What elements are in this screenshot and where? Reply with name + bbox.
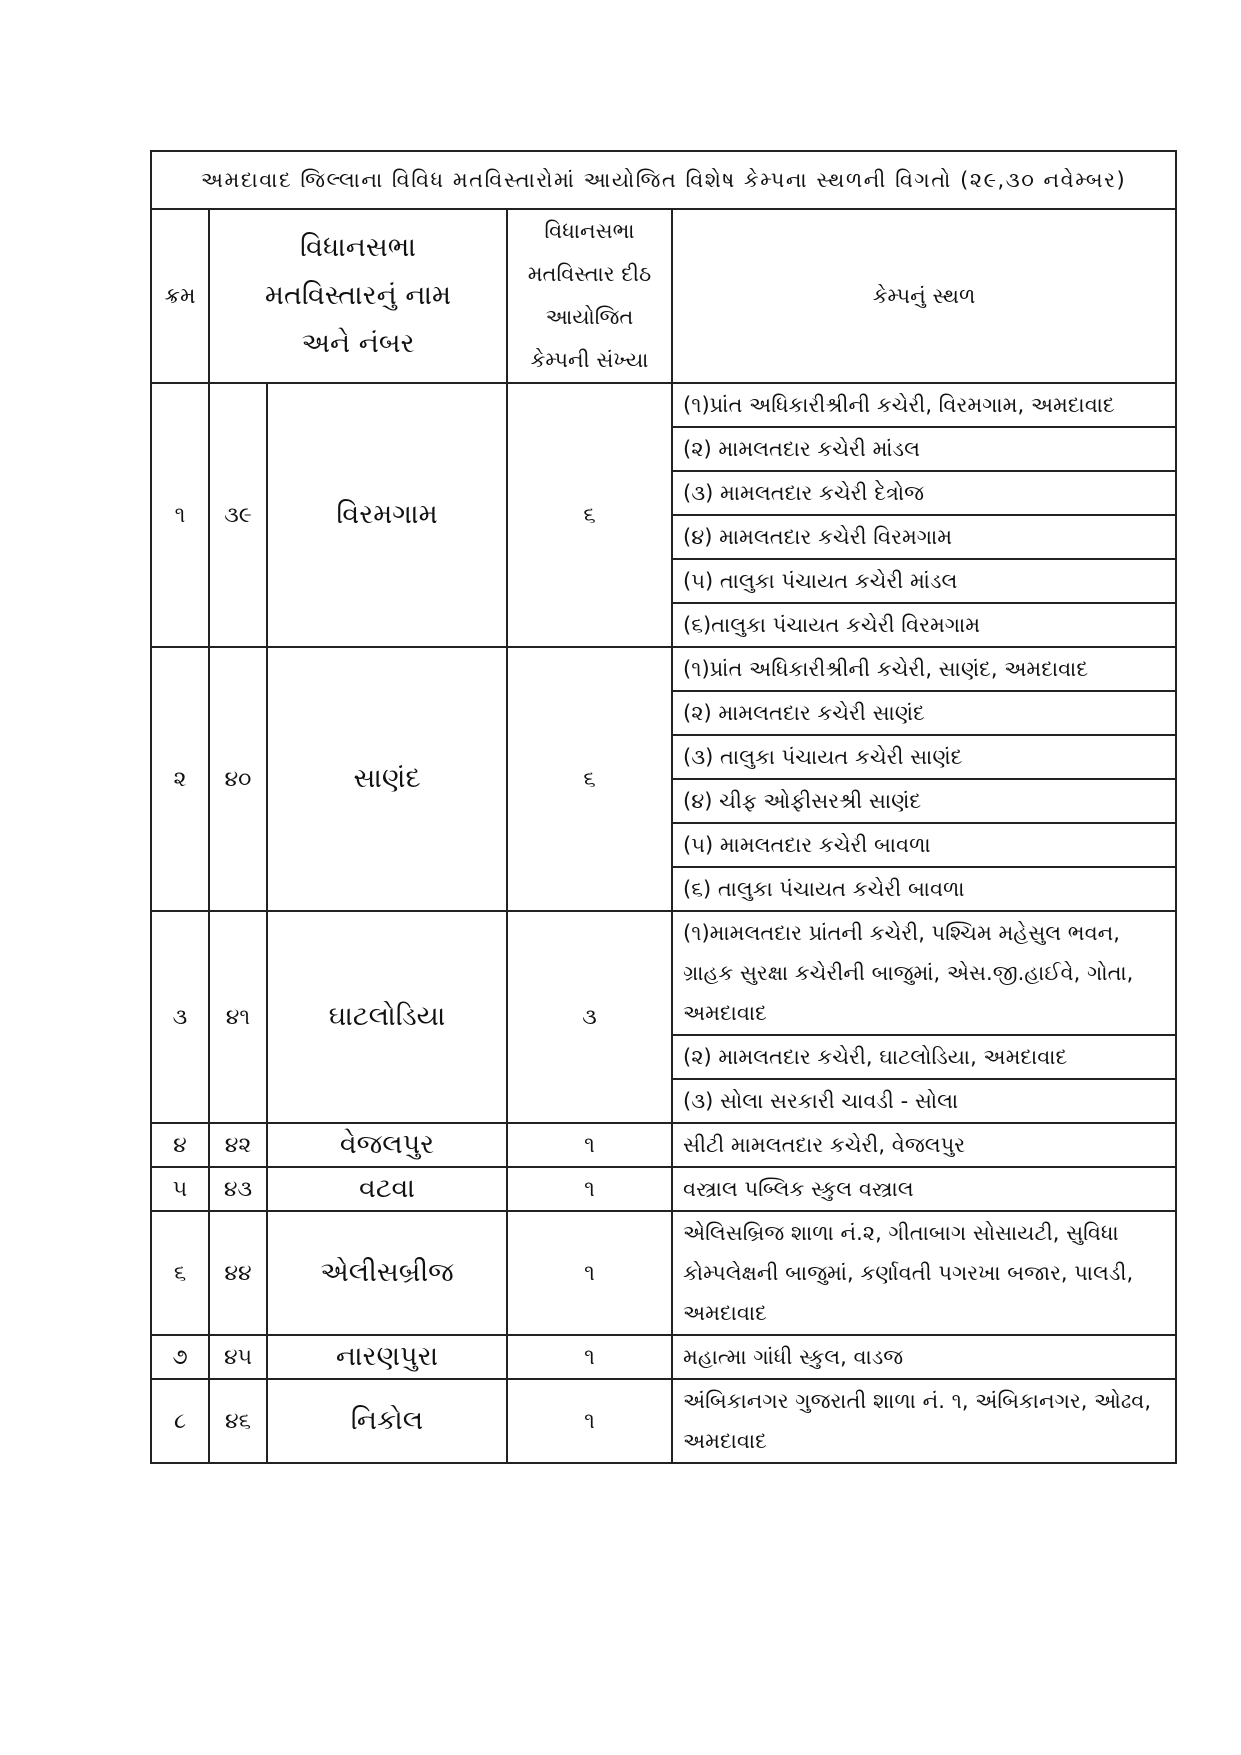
- table-row: [151, 911, 1176, 1035]
- table-row: [151, 1123, 1176, 1167]
- camp-count: ૧: [507, 1123, 672, 1167]
- serial-number: ૩: [151, 911, 209, 1123]
- serial-number: ૫: [151, 1167, 209, 1211]
- camp-location: (૬)તાલુકા પંચાયત કચેરી વિરમગામ: [672, 603, 1176, 647]
- header-camp-count: [507, 209, 672, 383]
- constituency-number: ૩૯: [209, 383, 267, 647]
- constituency-name: ઘાટલોડિયા: [267, 911, 507, 1123]
- table-row: [151, 1211, 1176, 1335]
- header-constituency-label: વિધાનસભા મતવિસ્તારનું નામ અને નંબર: [264, 232, 452, 359]
- camp-location: (૩) તાલુકા પંચાયત કચેરી સાણંદ: [672, 735, 1176, 779]
- table-row: [151, 383, 1176, 427]
- camp-count: ૩: [507, 911, 672, 1123]
- camp-locations-table: [150, 150, 1177, 1464]
- constituency-number: ૪૫: [209, 1335, 267, 1379]
- serial-number: ૨: [151, 647, 209, 911]
- constituency-number: ૪૨: [209, 1123, 267, 1167]
- camp-location: (૨) મામલતદાર કચેરી, ઘાટલોડિયા, અમદાવાદ: [672, 1035, 1176, 1079]
- header-kram: ક્રમ: [151, 209, 209, 383]
- serial-number: ૪: [151, 1123, 209, 1167]
- constituency-number: ૪૪: [209, 1211, 267, 1335]
- camp-location: એલિસબ્રિજ શાળા નં.૨, ગીતાબાગ સોસાયટી, સુવિધા કોમ્પલેક્ષની બાજુમાં, કર્ણાવતી પગરખા બજાર, પાલડી, અમદાવાદ: [672, 1211, 1176, 1335]
- camp-location: (૨) મામલતદાર કચેરી સાણંદ: [672, 691, 1176, 735]
- camp-location: (૧)પ્રાંત અધિકારીશ્રીની કચેરી, વિરમગામ, અમદાવાદ: [672, 383, 1176, 427]
- camp-count: ૧: [507, 1379, 672, 1463]
- serial-number: ૮: [151, 1379, 209, 1463]
- table-row: [151, 647, 1176, 691]
- camp-location: વસ્ત્રાલ પબ્લિક સ્કુલ વસ્ત્રાલ: [672, 1167, 1176, 1211]
- camp-location: (૩) સોલા સરકારી ચાવડી - સોલા: [672, 1079, 1176, 1123]
- camp-location: (૨) મામલતદાર કચેરી માંડલ: [672, 427, 1176, 471]
- constituency-number: ૪૧: [209, 911, 267, 1123]
- table-title: અમદાવાદ જિલ્લાના વિવિધ મતવિસ્તારોમાં આયોજિત વિશેષ કેમ્પના સ્થળની વિગતો (૨૯,૩૦ નવેમ્બર): [151, 151, 1176, 209]
- camp-location: (૫) તાલુકા પંચાયત કચેરી માંડલ: [672, 559, 1176, 603]
- camp-location: (૩) મામલતદાર કચેરી દેત્રોજ: [672, 471, 1176, 515]
- constituency-name: નારણપુરા: [267, 1335, 507, 1379]
- camp-location: (૪) ચીફ ઓફીસરશ્રી સાણંદ: [672, 779, 1176, 823]
- camp-location: સીટી મામલતદાર કચેરી, વેજલપુર: [672, 1123, 1176, 1167]
- camp-location: મહાત્મા ગાંધી સ્કુલ, વાડજ: [672, 1335, 1176, 1379]
- camp-location: અંબિકાનગર ગુજરાતી શાળા નં. ૧, અંબિકાનગર, ઓઢવ, અમદાવાદ: [672, 1379, 1176, 1463]
- camp-count: ૧: [507, 1211, 672, 1335]
- constituency-number: ૪૩: [209, 1167, 267, 1211]
- constituency-name: વિરમગામ: [267, 383, 507, 647]
- header-constituency: [209, 209, 507, 383]
- camp-count: ૧: [507, 1335, 672, 1379]
- constituency-number: ૪૦: [209, 647, 267, 911]
- table-row: [151, 1167, 1176, 1211]
- constituency-name: સાણંદ: [267, 647, 507, 911]
- table-row: [151, 1335, 1176, 1379]
- constituency-name: એલીસબ્રીજ: [267, 1211, 507, 1335]
- camp-location: (૫) મામલતદાર કચેરી બાવળા: [672, 823, 1176, 867]
- camp-count: ૬: [507, 383, 672, 647]
- camp-location: (૪) મામલતદાર કચેરી વિરમગામ: [672, 515, 1176, 559]
- constituency-name: નિકોલ: [267, 1379, 507, 1463]
- constituency-name: વેજલપુર: [267, 1123, 507, 1167]
- serial-number: ૬: [151, 1211, 209, 1335]
- camp-count: ૬: [507, 647, 672, 911]
- serial-number: ૭: [151, 1335, 209, 1379]
- constituency-number: ૪૬: [209, 1379, 267, 1463]
- camp-location: (૬) તાલુકા પંચાયત કચેરી બાવળા: [672, 867, 1176, 911]
- camp-location: (૧)પ્રાંત અધિકારીશ્રીની કચેરી, સાણંદ, અમદાવાદ: [672, 647, 1176, 691]
- header-camp-place: કેમ્પનું સ્થળ: [672, 209, 1176, 383]
- table-row: [151, 1379, 1176, 1463]
- header-camp-count-label: વિધાનસભા મતવિસ્તાર દીઠ આયોજિત કેમ્પની સંખ્યા: [527, 219, 652, 372]
- camp-count: ૧: [507, 1167, 672, 1211]
- table-body: [151, 383, 1176, 1463]
- constituency-name: વટવા: [267, 1167, 507, 1211]
- camp-location: (૧)મામલતદાર પ્રાંતની કચેરી, પશ્ચિમ મહેસુલ ભવન, ગ્રાહક સુરક્ષા કચેરીની બાજુમાં, એસ.જી.હાઈવે, ગોતા, અમદાવાદ: [672, 911, 1176, 1035]
- serial-number: ૧: [151, 383, 209, 647]
